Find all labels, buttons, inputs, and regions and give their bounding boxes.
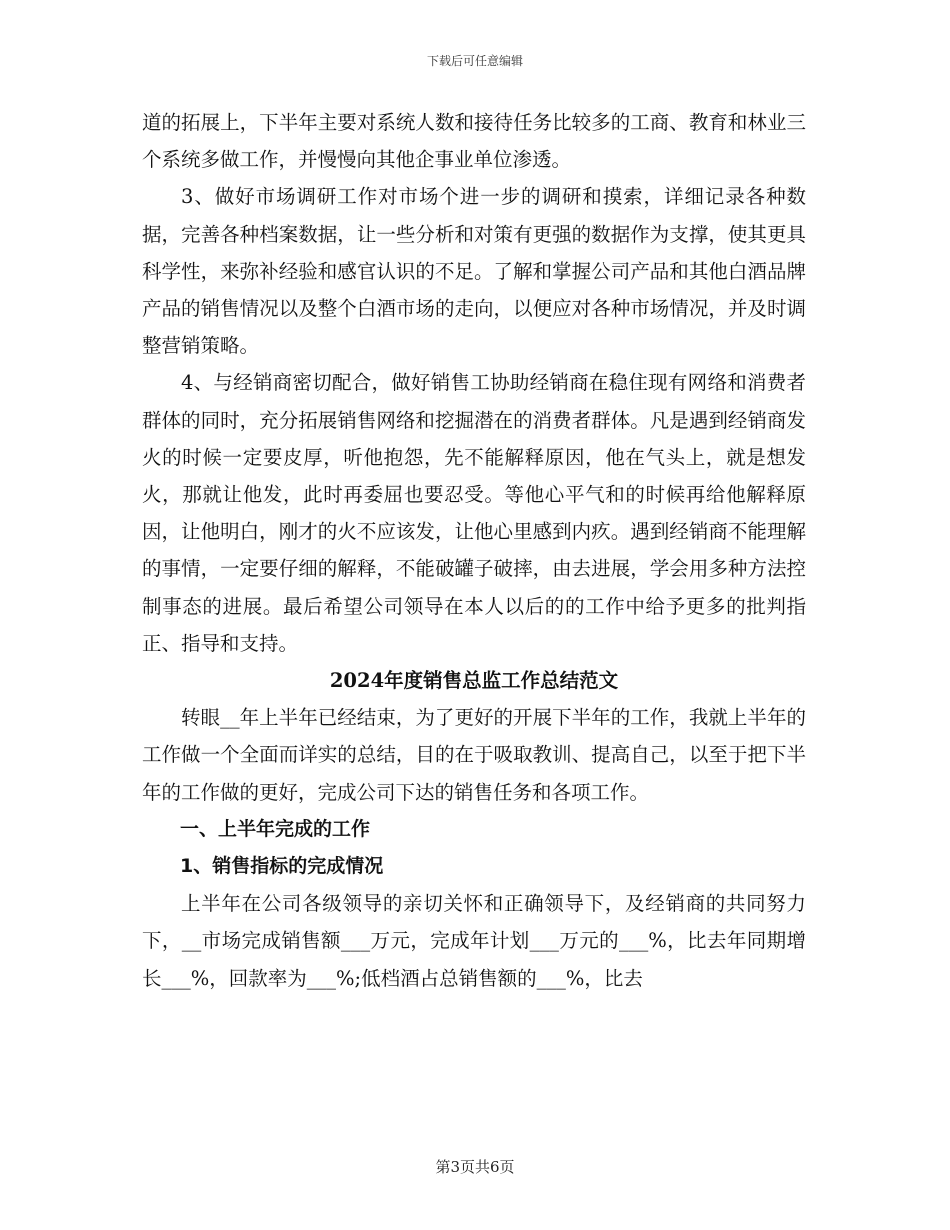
document-body — [142, 104, 806, 997]
page-header-note: 下载后可任意编辑 — [426, 54, 523, 68]
paragraph-channel-expansion: 道的拓展上，下半年主要对系统人数和接待任务比较多的工商、教育和林业三个系统多做工作，并慢慢向其他企事业单位渗透。 — [142, 111, 806, 172]
heading-sales-targets: 1、销售指标的完成情况 — [180, 855, 384, 878]
section-title: 2024年度销售总监工作总结范文 — [329, 669, 619, 693]
paragraph-intro: 转眼__年上半年已经结束，为了更好的开展下半年的工作，我就上半年的工作做一个全面而详实的总结，目的在于吸取教训、提高自己，以至于把下半年的工作做的更好，完成公司下达的销售任务和各项工作。 — [142, 706, 806, 804]
heading-completed-work: 一、上半年完成的工作 — [180, 817, 371, 840]
paragraph-dealer-cooperation: 4、与经销商密切配合，做好销售工协助经销商在稳住现有网络和消费者群体的同时，充分拓展销售网络和挖掘潜在的消费者群体。凡是遇到经销商发火的时候一定要皮厚，听他抱怨，先不能解释原因，他在气头上，就是想发火，那就让他发，此时再委屈也要忍受。等他心平气和的时候再给他解释原因，让他明白，刚才的火不应该发，让他心里感到内疚。遇到经销商不能理解的事情，一定要仔细的解释，不能破罐子破摔，由去进展，学会用多种方法控制事态的进展。最后希望公司领导在本人以后的的工作中给予更多的批判指正、指导和支持。 — [142, 371, 806, 655]
page-number: 第3页共6页 — [435, 1158, 515, 1176]
paragraph-market-research: 3、做好市场调研工作对市场个进一步的调研和摸索，详细记录各种数据，完善各种档案数据，让一些分析和对策有更强的数据作为支撑，使其更具科学性，来弥补经验和感官认识的不足。了解和掌握公司产品和其他白酒品牌产品的销售情况以及整个白酒市场的走向，以便应对各种市场情况，并及时调整营销策略。 — [142, 185, 806, 358]
paragraph-sales-figures: 上半年在公司各级领导的亲切关怀和正确领导下，及经销商的共同努力下，__市场完成销售额___万元，完成年计划___万元的___%，比去年同期增长___%，回款率为___%;低档酒占总销售额的___%，比去 — [142, 892, 806, 990]
